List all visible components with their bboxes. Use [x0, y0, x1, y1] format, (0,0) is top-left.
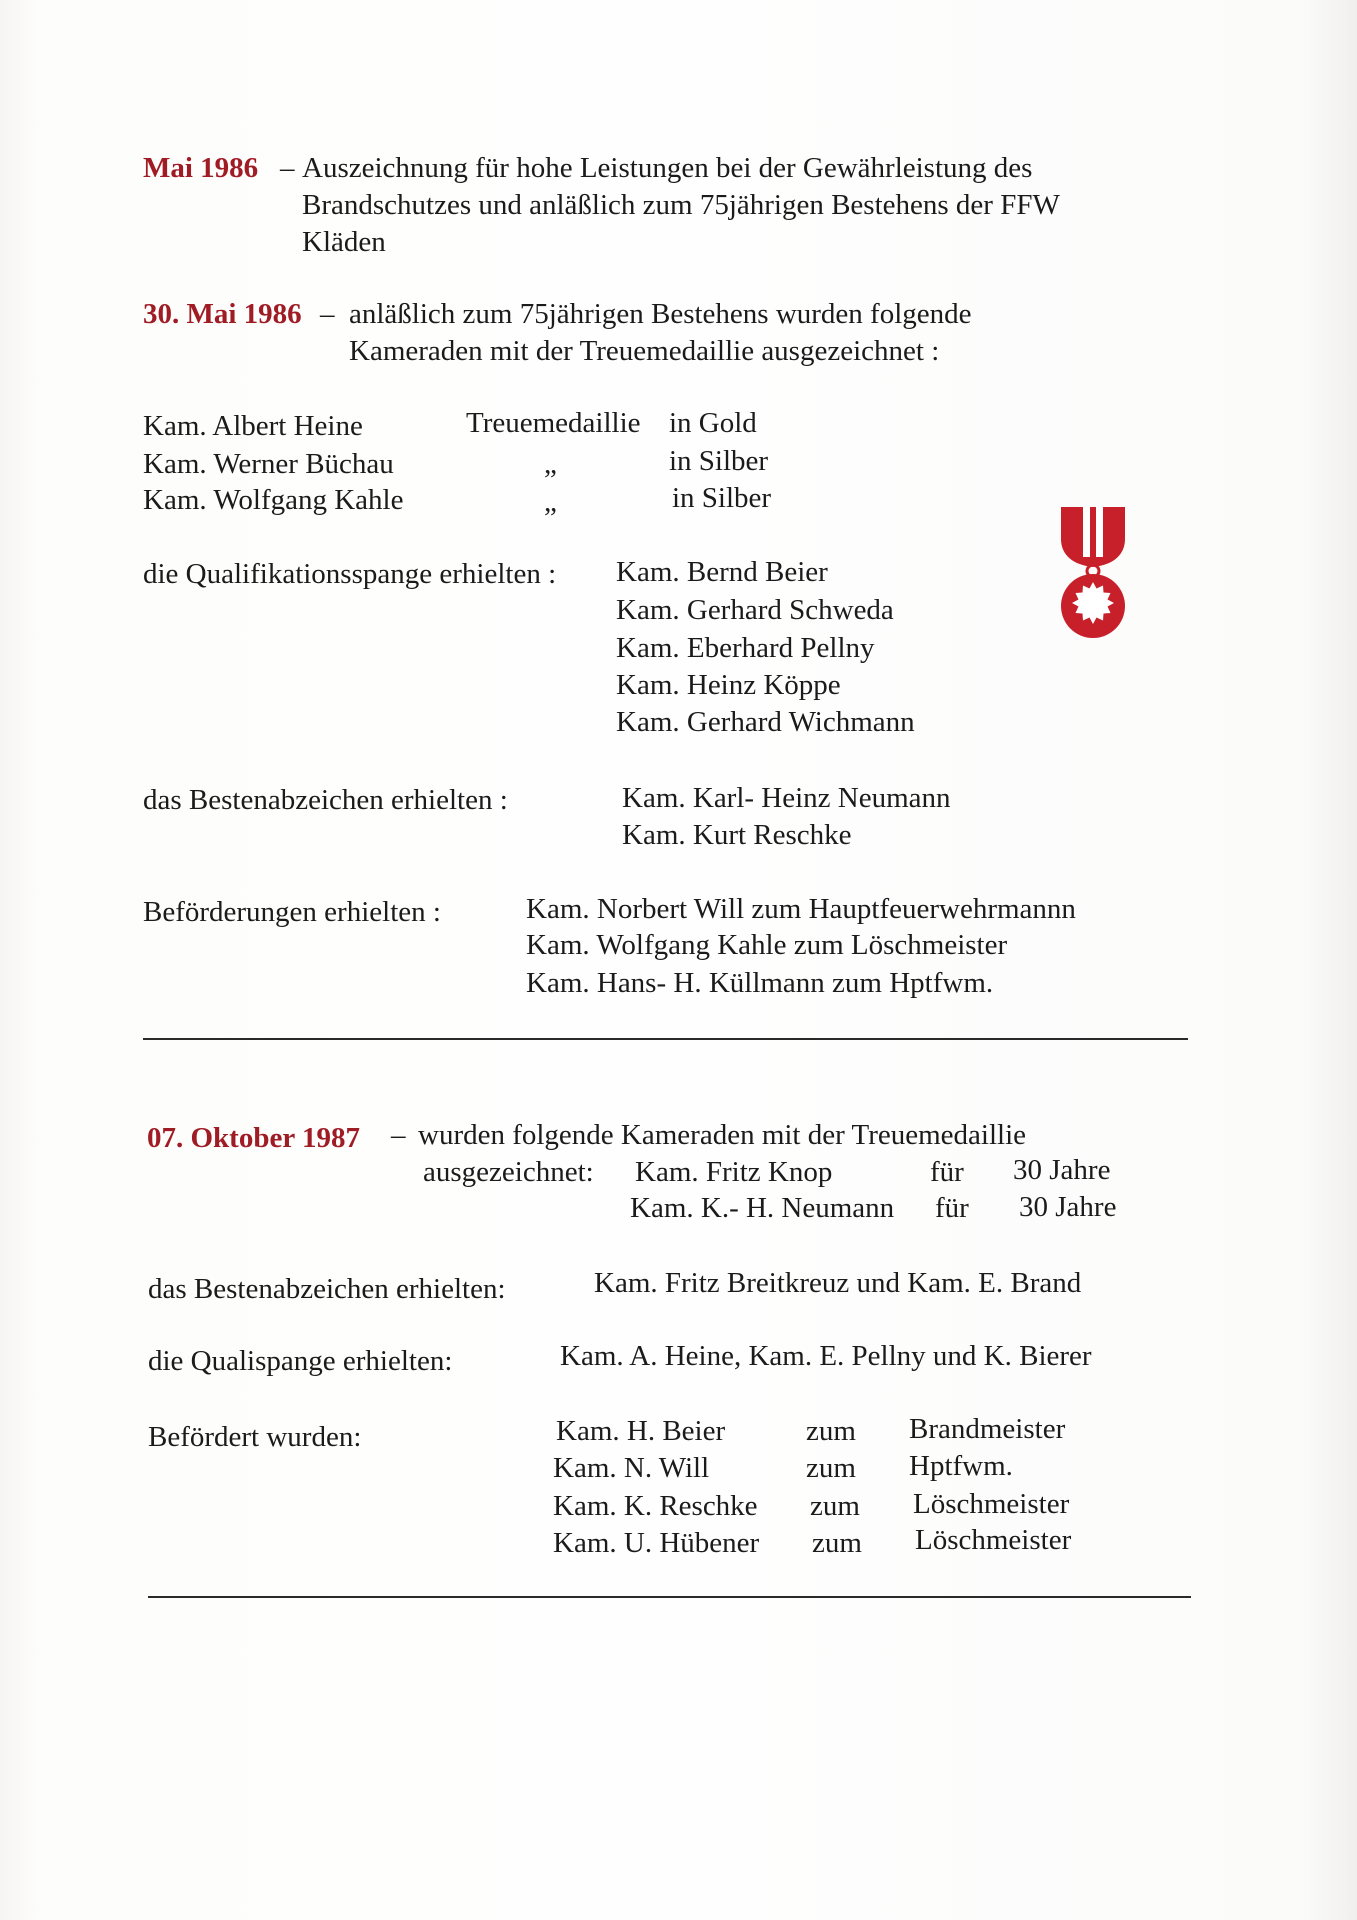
befoerd-name: Kam. K. Reschke: [553, 1490, 758, 1522]
befoerd-zum: zum: [806, 1452, 856, 1484]
award-class: in Silber: [669, 445, 769, 477]
text-line: wurden folgende Kameraden mit der Treuemedaillie: [418, 1119, 1026, 1151]
besten-name: Kam. Karl- Heinz Neumann: [622, 782, 951, 814]
date-mai-1986: Mai 1986: [143, 152, 259, 184]
treue-years: 30 Jahre: [1019, 1191, 1117, 1223]
text-line: ausgezeichnet:: [423, 1156, 594, 1188]
treue-name: Kam. Fritz Knop: [635, 1156, 833, 1188]
befoerd-name: Kam. Norbert Will zum Hauptfeuerwehrmannn: [526, 893, 1076, 925]
date-oktober-1987: 07. Oktober 1987: [147, 1122, 360, 1154]
befoerd-name: Kam. N. Will: [553, 1452, 710, 1484]
quali-label: die Qualispange erhielten:: [148, 1345, 453, 1377]
befoerd-zum: zum: [810, 1490, 860, 1522]
quali-name: Kam. Heinz Köppe: [616, 669, 841, 701]
text-line: Brandschutzes und anläßlich zum 75jährigen Bestehens der FFW: [302, 189, 1060, 221]
quali-name: Kam. Eberhard Pellny: [616, 632, 875, 664]
medal-icon: [1055, 505, 1131, 643]
befoerd-rank: Brandmeister: [909, 1413, 1066, 1445]
dash: –: [391, 1119, 406, 1151]
quali-label: die Qualifikationsspange erhielten :: [143, 558, 557, 590]
treue-years: 30 Jahre: [1013, 1154, 1111, 1186]
quali-value: Kam. A. Heine, Kam. E. Pellny und K. Bierer: [560, 1340, 1092, 1372]
befoerd-label: Beförderungen erhielten :: [143, 896, 441, 928]
date-30-mai-1986: 30. Mai 1986: [143, 298, 302, 330]
text-line: Kameraden mit der Treuemedaillie ausgezeichnet :: [349, 335, 940, 367]
befoerd-rank: Löschmeister: [915, 1524, 1072, 1556]
befoerd-name: Kam. Wolfgang Kahle zum Löschmeister: [526, 929, 1008, 961]
quali-name: Kam. Gerhard Wichmann: [616, 706, 915, 738]
quali-name: Kam. Gerhard Schweda: [616, 594, 894, 626]
quali-name: Kam. Bernd Beier: [616, 556, 828, 588]
besten-label: das Bestenabzeichen erhielten :: [143, 784, 508, 816]
befoerd-zum: zum: [812, 1527, 862, 1559]
award-name: Kam. Wolfgang Kahle: [143, 484, 404, 516]
award-class: in Silber: [672, 482, 772, 514]
award-name: Kam. Albert Heine: [143, 410, 363, 442]
dash: –: [280, 152, 295, 184]
dash: –: [320, 298, 335, 330]
text-line: anläßlich zum 75jährigen Bestehens wurden folgende: [349, 298, 972, 330]
treue-fuer: für: [930, 1156, 964, 1188]
award-type: Treuemedaillie: [466, 407, 641, 439]
ditto-mark: „: [544, 486, 557, 518]
ditto-mark: „: [544, 448, 557, 480]
text-line: Kläden: [302, 226, 386, 258]
divider: [148, 1596, 1191, 1598]
treue-name: Kam. K.- H. Neumann: [630, 1192, 895, 1224]
treue-fuer: für: [935, 1192, 969, 1224]
befoerd-name: Kam. U. Hübener: [553, 1527, 760, 1559]
befoerd-name: Kam. H. Beier: [556, 1415, 726, 1447]
besten-name: Kam. Kurt Reschke: [622, 819, 852, 851]
befoerd-name: Kam. Hans- H. Küllmann zum Hptfwm.: [526, 967, 994, 999]
befoerd-rank: Hptfwm.: [909, 1450, 1013, 1482]
text-line: Auszeichnung für hohe Leistungen bei der Gewährleistung des: [302, 152, 1033, 184]
divider: [143, 1038, 1188, 1040]
besten-value: Kam. Fritz Breitkreuz und Kam. E. Brand: [594, 1267, 1082, 1299]
award-name: Kam. Werner Büchau: [143, 448, 394, 480]
befoerd-rank: Löschmeister: [913, 1488, 1070, 1520]
award-class: in Gold: [669, 407, 757, 439]
befoerd-label: Befördert wurden:: [148, 1421, 362, 1453]
befoerd-zum: zum: [806, 1415, 856, 1447]
besten-label: das Bestenabzeichen erhielten:: [148, 1273, 506, 1305]
